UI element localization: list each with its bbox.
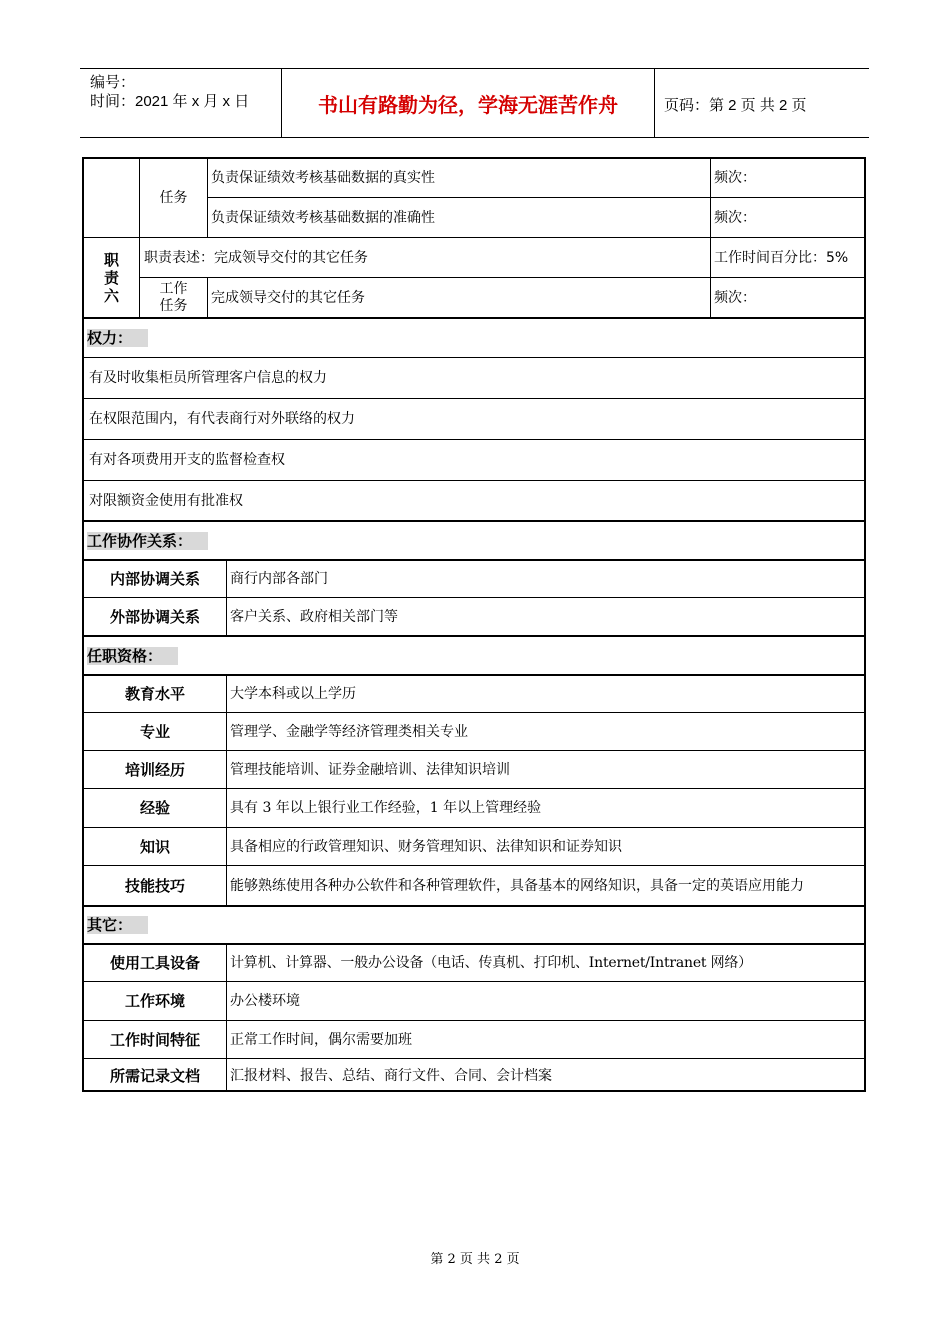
- page-header: [80, 68, 869, 138]
- relation-value: 客户关系、政府相关部门等: [230, 608, 398, 625]
- task-label: 任务: [159, 190, 188, 206]
- power-title: 权力：: [87, 329, 148, 347]
- other-label: 工作时间特征: [109, 1030, 200, 1049]
- qualification-label: 知识: [139, 837, 170, 856]
- job-description-table: [82, 157, 866, 1092]
- power-item: 对限额资金使用有批准权: [89, 492, 243, 509]
- task-frequency: 频次：: [714, 170, 756, 186]
- other-value: 计算机、计算器、一般办公设备（电话、传真机、打印机、Internet/Intranet 网络）: [230, 954, 752, 971]
- header-page-label: 页码：第 2 页 共 2 页: [664, 97, 807, 114]
- duty-six-time-percent: 工作时间百分比：5%: [714, 249, 849, 266]
- power-section-title: [87, 319, 787, 357]
- qualification-label: 教育水平: [124, 684, 185, 703]
- header-meta: [90, 73, 249, 111]
- qualification-value: 大学本科或以上学历: [230, 685, 356, 702]
- other-label: 使用工具设备: [109, 953, 200, 972]
- relation-label: 内部协调关系: [109, 569, 200, 588]
- task-item: 负责保证绩效考核基础数据的准确性: [211, 209, 435, 226]
- qualification-label: 培训经历: [124, 760, 185, 779]
- duty-six-frequency: 频次：: [714, 289, 756, 306]
- other-title: 其它：: [87, 916, 148, 934]
- other-label: 所需记录文档: [109, 1066, 200, 1085]
- page-footer: 第 2 页 共 2 页: [430, 1252, 520, 1267]
- qualifications-title: 任职资格：: [87, 647, 178, 665]
- qualification-label: 经验: [139, 799, 170, 817]
- qualification-label: 技能技巧: [124, 876, 185, 895]
- other-value: 汇报材料、报告、总结、商行文件、合同、会计档案: [230, 1067, 552, 1084]
- power-item: 在权限范围内，有代表商行对外联络的权力: [89, 411, 355, 427]
- duty-six-task: 完成领导交付的其它任务: [211, 289, 365, 306]
- duty-six-description: 职责表述：完成领导交付的其它任务: [144, 249, 368, 266]
- number-label: 编号：: [90, 74, 136, 91]
- qualification-label: 专业: [139, 722, 170, 741]
- duty-six-label: 职 责 六: [103, 250, 119, 305]
- other-label: 工作环境: [124, 992, 185, 1010]
- relation-label: 外部协调关系: [109, 607, 200, 626]
- relation-value: 商行内部各部门: [230, 570, 328, 587]
- other-section-title: [87, 907, 787, 943]
- power-item: 有对各项费用开支的监督检查权: [89, 452, 285, 468]
- power-item: 有及时收集柜员所管理客户信息的权力: [89, 370, 327, 386]
- duty-six-task-label: 工作 任务: [159, 280, 188, 314]
- qualification-value: 管理技能培训、证券金融培训、法律知识培训: [230, 761, 510, 778]
- task-item: 负责保证绩效考核基础数据的真实性: [211, 170, 435, 186]
- qualification-value: 具备相应的行政管理知识、财务管理知识、法律知识和证券知识: [230, 838, 622, 855]
- header-motto: 书山有路勤为径，学海无涯苦作舟: [281, 69, 655, 137]
- qualifications-section-title: [87, 637, 787, 674]
- relations-section-title: [87, 522, 787, 559]
- relations-title: 工作协作关系：: [87, 532, 208, 550]
- time-label: 时间：2021 年 x 月 x 日: [90, 93, 250, 110]
- qualification-value: 具有 3 年以上银行业工作经验，1 年以上管理经验: [230, 800, 542, 816]
- task-frequency: 频次：: [714, 209, 756, 226]
- qualification-value: 能够熟练使用各种办公软件和各种管理软件，具备基本的网络知识，具备一定的英语应用能力: [230, 877, 804, 894]
- qualification-value: 管理学、金融学等经济管理类相关专业: [230, 723, 468, 740]
- other-value: 办公楼环境: [230, 993, 300, 1009]
- other-value: 正常工作时间，偶尔需要加班: [230, 1031, 412, 1048]
